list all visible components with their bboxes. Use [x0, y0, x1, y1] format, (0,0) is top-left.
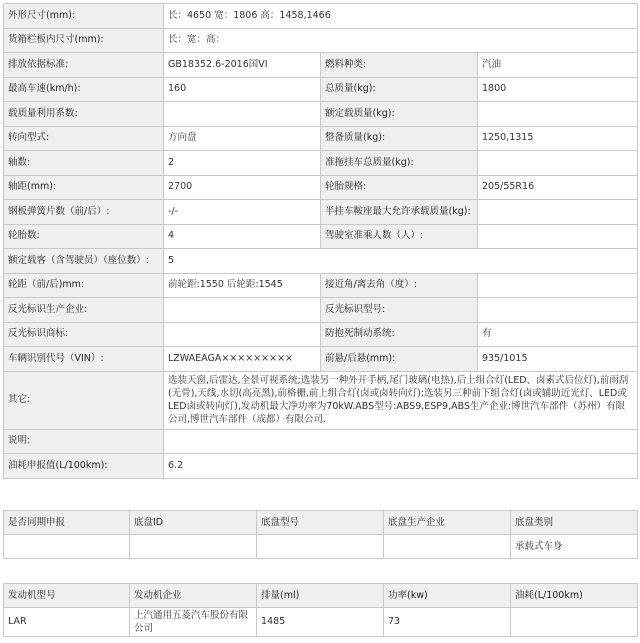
- spec-label: 防抱死制动系统:: [321, 322, 478, 347]
- spec-label: 其它:: [4, 371, 164, 429]
- spec-row: [4, 151, 638, 176]
- spec-value: 4: [164, 224, 321, 249]
- data-cell: LAR: [4, 608, 130, 637]
- spec-value: LZWAEAGA×××××××××: [164, 347, 321, 372]
- spec-label: 轴距(mm):: [4, 175, 164, 200]
- spec-label: 整备质量(kg):: [321, 126, 478, 151]
- spec-row: [4, 102, 638, 127]
- spec-value: [164, 298, 321, 323]
- spec-label: 外形尺寸(mm):: [4, 4, 164, 29]
- spec-value: 前轮距:1550 后轮距:1545: [164, 273, 321, 298]
- spec-value: 选装天窗,后雷达,全景可视系统;选装另一种外开手柄,尾门玻璃(电热),后上组合灯(LED、卤素式后位灯),前雨刮(无骨),天线,水切(高亮黑),前格栅,前上组合灯(卤或卤转向灯);选装另三种前下组合灯(卤或辅助近光灯、LED或LED卤或转向灯),发动机最大净功率为70kW.ABS型号:ABS9,ESP9,ABS生产企业:博世汽车部件（苏州）有限公司,博世汽车部件（成都）有限公司.: [164, 371, 638, 429]
- spec-row: [4, 298, 638, 323]
- spec-value: 2700: [164, 175, 321, 200]
- spec-label: 货箱栏板内尺寸(mm):: [4, 28, 164, 53]
- spec-value: [478, 200, 638, 225]
- spec-value: 长：宽：高：: [164, 28, 638, 53]
- spec-row: [4, 322, 638, 347]
- spec-row: [4, 454, 638, 479]
- spec-row: [4, 4, 638, 29]
- spec-label: 钢板弹簧片数（前/后）:: [4, 200, 164, 225]
- header-cell: 发动机企业: [130, 584, 257, 608]
- spec-label: 额定载质量(kg):: [321, 102, 478, 127]
- spec-value: [164, 102, 321, 127]
- spec-label: 轮胎数:: [4, 224, 164, 249]
- header-cell: 底盘型号: [257, 511, 384, 535]
- header-cell: 发动机型号: [4, 584, 130, 608]
- header-cell: 油耗(L/100km): [511, 584, 638, 608]
- spec-value: [478, 102, 638, 127]
- spec-label: 燃料种类:: [321, 53, 478, 78]
- data-cell: 承载式车身: [511, 535, 638, 559]
- header-cell: 功率(kw): [384, 584, 511, 608]
- engine-data-row: [4, 608, 638, 637]
- spec-label: 轴数:: [4, 151, 164, 176]
- header-cell: 底盘生产企业: [384, 511, 511, 535]
- spec-label: 轮胎规格:: [321, 175, 478, 200]
- spec-label: 转向型式:: [4, 126, 164, 151]
- spec-value: 汽油: [478, 53, 638, 78]
- spec-row: [4, 249, 638, 274]
- spec-row: [4, 429, 638, 454]
- data-cell: [130, 535, 257, 559]
- spec-value: 160: [164, 77, 321, 102]
- spec-label: 额定载客（含驾驶员）（座位数）:: [4, 249, 164, 274]
- header-cell: 是否同期申报: [4, 511, 130, 535]
- spec-value: 205/55R16: [478, 175, 638, 200]
- spec-row: [4, 53, 638, 78]
- spec-value: 935/1015: [478, 347, 638, 372]
- spec-value: [478, 273, 638, 298]
- header-cell: 排量(ml): [257, 584, 384, 608]
- chassis-table: [3, 510, 638, 559]
- spec-label: 驾驶室准乘人数（人）:: [321, 224, 478, 249]
- chassis-header-row: [4, 511, 638, 535]
- chassis-data-row: [4, 535, 638, 559]
- spec-label: 前悬/后悬(mm):: [321, 347, 478, 372]
- spec-row: [4, 200, 638, 225]
- spec-row: [4, 224, 638, 249]
- data-cell: 上汽通用五菱汽车股份有限公司: [130, 608, 257, 637]
- data-cell: [511, 608, 638, 637]
- spec-row: [4, 175, 638, 200]
- header-cell: 底盘类别: [511, 511, 638, 535]
- spec-row: [4, 77, 638, 102]
- spec-label: 排放依据标准:: [4, 53, 164, 78]
- spec-value: [478, 298, 638, 323]
- spec-label: 最高车速(km/h):: [4, 77, 164, 102]
- spec-label: 准拖挂车总质量(kg):: [321, 151, 478, 176]
- spec-row: [4, 347, 638, 372]
- data-cell: [257, 535, 384, 559]
- spec-value: 1800: [478, 77, 638, 102]
- spec-value: 6.2: [164, 454, 638, 479]
- spec-row: [4, 371, 638, 429]
- spec-value: [478, 151, 638, 176]
- spec-label: 说明:: [4, 429, 164, 454]
- spec-label: 接近角/离去角（度）:: [321, 273, 478, 298]
- header-cell: 底盘ID: [130, 511, 257, 535]
- spec-value: [164, 429, 638, 454]
- engine-header-row: [4, 584, 638, 608]
- spec-value: 有: [478, 322, 638, 347]
- spec-row: [4, 28, 638, 53]
- spec-label: 油耗申报值(L/100km):: [4, 454, 164, 479]
- spec-value: 1250,1315: [478, 126, 638, 151]
- spec-row: [4, 273, 638, 298]
- spec-value: 5: [164, 249, 638, 274]
- spec-value: 2: [164, 151, 321, 176]
- spec-value: 长：4650 宽：1806 高：1458,1466: [164, 4, 638, 29]
- spec-label: 反光标识型号:: [321, 298, 478, 323]
- spec-row: [4, 126, 638, 151]
- data-cell: 73: [384, 608, 511, 637]
- spec-label: 总质量(kg):: [321, 77, 478, 102]
- spec-value: GB18352.6-2016国VI: [164, 53, 321, 78]
- spec-label: 反光标识商标:: [4, 322, 164, 347]
- data-cell: [4, 535, 130, 559]
- spec-value: [478, 224, 638, 249]
- spec-label: 载质量利用系数:: [4, 102, 164, 127]
- spec-label: 车辆识别代号（VIN）:: [4, 347, 164, 372]
- spec-label: 轮距（前/后)mm:: [4, 273, 164, 298]
- engine-table: [3, 583, 638, 637]
- vehicle-spec-table: [3, 3, 638, 479]
- spec-value: -/-: [164, 200, 321, 225]
- spec-label: 反光标识生产企业:: [4, 298, 164, 323]
- data-cell: 1485: [257, 608, 384, 637]
- spec-value: [164, 322, 321, 347]
- spec-value: 方向盘: [164, 126, 321, 151]
- spec-label: 半挂车鞍座最大允许承载质量(kg):: [321, 200, 478, 225]
- data-cell: [384, 535, 511, 559]
